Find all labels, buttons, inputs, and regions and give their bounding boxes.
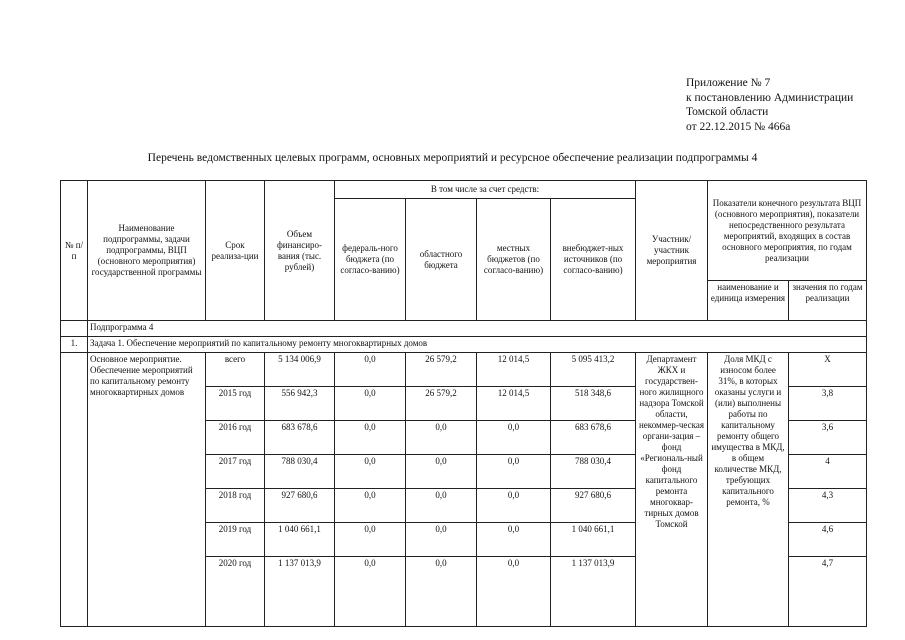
appendix-block — [686, 76, 853, 134]
cell-extra: 683 678,6 — [551, 421, 636, 455]
cell-local: 12 014,5 — [477, 353, 551, 387]
cell-regional: 0,0 — [406, 523, 477, 557]
cell-regional: 0,0 — [406, 455, 477, 489]
cell-value: 4 — [789, 455, 867, 489]
cell-term: всего — [206, 353, 265, 387]
subprogram-title: Подпрограмма 4 — [88, 321, 867, 337]
appendix-line: Приложение № 7 — [686, 77, 771, 89]
cell-federal: 0,0 — [335, 489, 406, 523]
header-regional: областного бюджета — [406, 199, 477, 321]
header-name: Наименование подпрограммы, задачи подпрограммы, ВЦП (основного мероприятия) государственной программы — [88, 181, 206, 321]
cell-extra: 518 348,6 — [551, 387, 636, 421]
cell-extra: 788 030,4 — [551, 455, 636, 489]
cell-value: 3,8 — [789, 387, 867, 421]
header-including: В том числе за счет средств: — [335, 181, 636, 199]
cell-local: 0,0 — [477, 557, 551, 627]
cell-extra: 1 137 013,9 — [551, 557, 636, 627]
appendix-line: к постановлению Администрации — [686, 91, 854, 104]
cell-value: 4,7 — [789, 557, 867, 627]
cell-regional: 26 579,2 — [406, 353, 477, 387]
cell-local: 0,0 — [477, 455, 551, 489]
cell-federal: 0,0 — [335, 353, 406, 387]
cell-value: 4,3 — [789, 489, 867, 523]
cell-regional: 26 579,2 — [406, 387, 477, 421]
cell-volume: 683 678,6 — [265, 421, 335, 455]
cell-regional: 0,0 — [406, 421, 477, 455]
task-title: Задача 1. Обеспечение мероприятий по капитальному ремонту многоквартирных домов — [88, 337, 867, 353]
program-table — [60, 180, 867, 627]
header-indicator-values: значения по годам реализации — [789, 281, 867, 321]
cell-regional: 0,0 — [406, 557, 477, 627]
cell-term: 2019 год — [206, 523, 265, 557]
cell-local: 0,0 — [477, 523, 551, 557]
document-title: Перечень ведомственных целевых программ, основных мероприятий и ресурсное обеспечение реализации подпрограммы 4 — [147, 152, 758, 164]
cell-local: 12 014,5 — [477, 387, 551, 421]
cell-value: 3,6 — [789, 421, 867, 455]
cell-volume: 927 680,6 — [265, 489, 335, 523]
header-num: № п/п — [61, 181, 88, 321]
participant-text: Департамент ЖКХ и государствен-ного жилищного надзора Томской области, некоммер-ческая органи-зация – фонд «Региональ-ный фонд капитального ремонта многоквар-тирных домов Томской — [636, 353, 708, 627]
cell-term: 2020 год — [206, 557, 265, 627]
activity-num-cell — [61, 353, 88, 627]
table-row — [61, 353, 867, 387]
header-volume: Объем финансиро-вания (тыс. рублей) — [265, 181, 335, 321]
appendix-line: от 22.12.2015 № 466а — [686, 120, 791, 133]
cell-extra: 927 680,6 — [551, 489, 636, 523]
header-extrabudget: внебюджет-ных источников (по согласо-ванию) — [551, 199, 636, 321]
task-num: 1. — [61, 337, 88, 353]
cell-value: 4,6 — [789, 523, 867, 557]
cell-regional: 0,0 — [406, 489, 477, 523]
cell-federal: 0,0 — [335, 387, 406, 421]
cell-term: 2018 год — [206, 489, 265, 523]
cell-volume: 556 942,3 — [265, 387, 335, 421]
cell-extra: 1 040 661,1 — [551, 523, 636, 557]
cell-term: 2016 год — [206, 421, 265, 455]
cell-volume: 788 030,4 — [265, 455, 335, 489]
cell-value: Х — [789, 353, 867, 387]
cell-volume: 1 137 013,9 — [265, 557, 335, 627]
cell-local: 0,0 — [477, 421, 551, 455]
cell-federal: 0,0 — [335, 523, 406, 557]
header-local: местных бюджетов (по согласо-ванию) — [477, 199, 551, 321]
cell-local: 0,0 — [477, 489, 551, 523]
cell-term: 2015 год — [206, 387, 265, 421]
indicator-text: Доля МКД с износом более 31%, в которых оказаны услуги и (или) выполнены работы по капитальному ремонту общего имущества в МКД, в общем количестве МКД, требующих капитального ремонта, % — [708, 353, 789, 627]
cell-federal: 0,0 — [335, 557, 406, 627]
header-federal: федераль-ного бюджета (по согласо-ванию) — [335, 199, 406, 321]
cell-term: 2017 год — [206, 455, 265, 489]
cell-volume: 1 040 661,1 — [265, 523, 335, 557]
activity-name: Основное мероприятие. Обеспечение мероприятий по капитальному ремонту многоквартирных домов — [88, 353, 206, 627]
appendix-line: Томской области — [686, 106, 769, 118]
header-participant: Участник/ участник мероприятия — [636, 181, 708, 321]
subprogram-num-cell — [61, 321, 88, 337]
cell-volume: 5 134 006,9 — [265, 353, 335, 387]
cell-federal: 0,0 — [335, 421, 406, 455]
cell-extra: 5 095 413,2 — [551, 353, 636, 387]
header-indicators: Показатели конечного результата ВЦП (основного мероприятия), показатели непосредственного результата мероприятий, входящих в состав основного мероприятия, по годам реализации — [708, 181, 867, 281]
cell-federal: 0,0 — [335, 455, 406, 489]
header-term: Срок реализа-ции — [206, 181, 265, 321]
header-indicator-name: наименование и единица измерения — [708, 281, 789, 321]
